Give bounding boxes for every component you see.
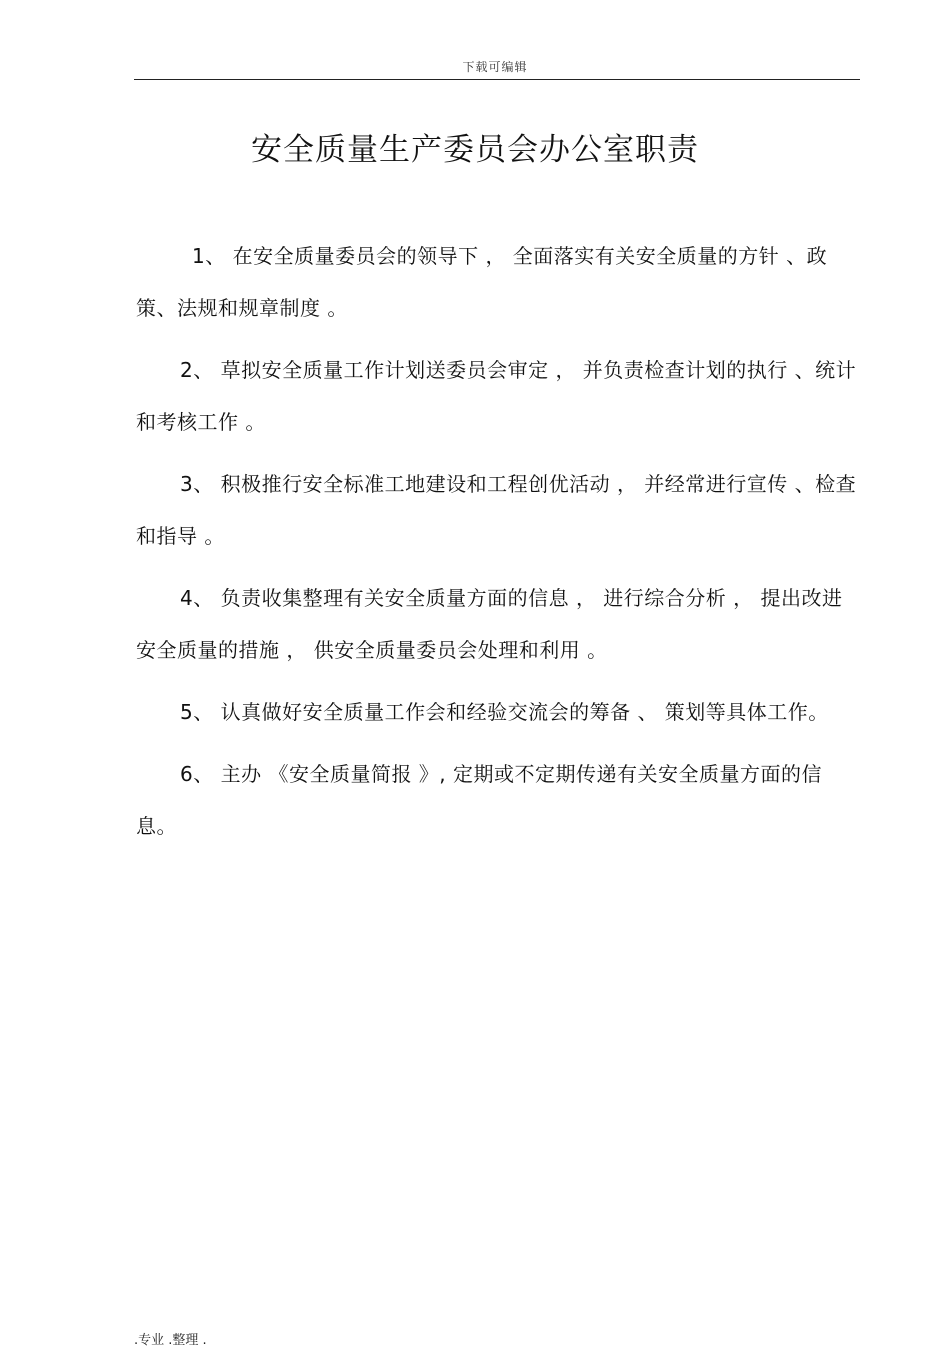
paragraph-6: 6、 主办 《安全质量简报 》, 定期或不定期传递有关安全质量方面的信息。 <box>136 762 823 838</box>
paragraph-4: 4、 负责收集整理有关安全质量方面的信息 ， 进行综合分析 ， 提出改进安全质量的措施 ， 供安全质量委员会处理和利用 。 <box>136 586 843 662</box>
paragraph-2: 2、 草拟安全质量工作计划送委员会审定 ， 并负责检查计划的执行 、统计和考核工作 。 <box>136 358 857 434</box>
paragraph-1: 1、 在安全质量委员会的领导下 ， 全面落实有关安全质量的方针 、政策、法规和规章制度 。 <box>136 244 828 320</box>
paragraph-5: 5、 认真做好安全质量工作会和经验交流会的筹备 、 策划等具体工作。 <box>180 700 829 724</box>
document-body <box>136 230 860 862</box>
header-divider <box>134 79 860 80</box>
page-header-text: 下载可编辑 <box>462 60 528 74</box>
paragraph-3: 3、 积极推行安全标准工地建设和工程创优活动 ， 并经常进行宣传 、检查和指导 。 <box>136 472 857 548</box>
page-footer-text: .专业 .整理 . <box>134 1333 207 1348</box>
document-title: 安全质量生产委员会办公室职责 <box>251 132 699 168</box>
